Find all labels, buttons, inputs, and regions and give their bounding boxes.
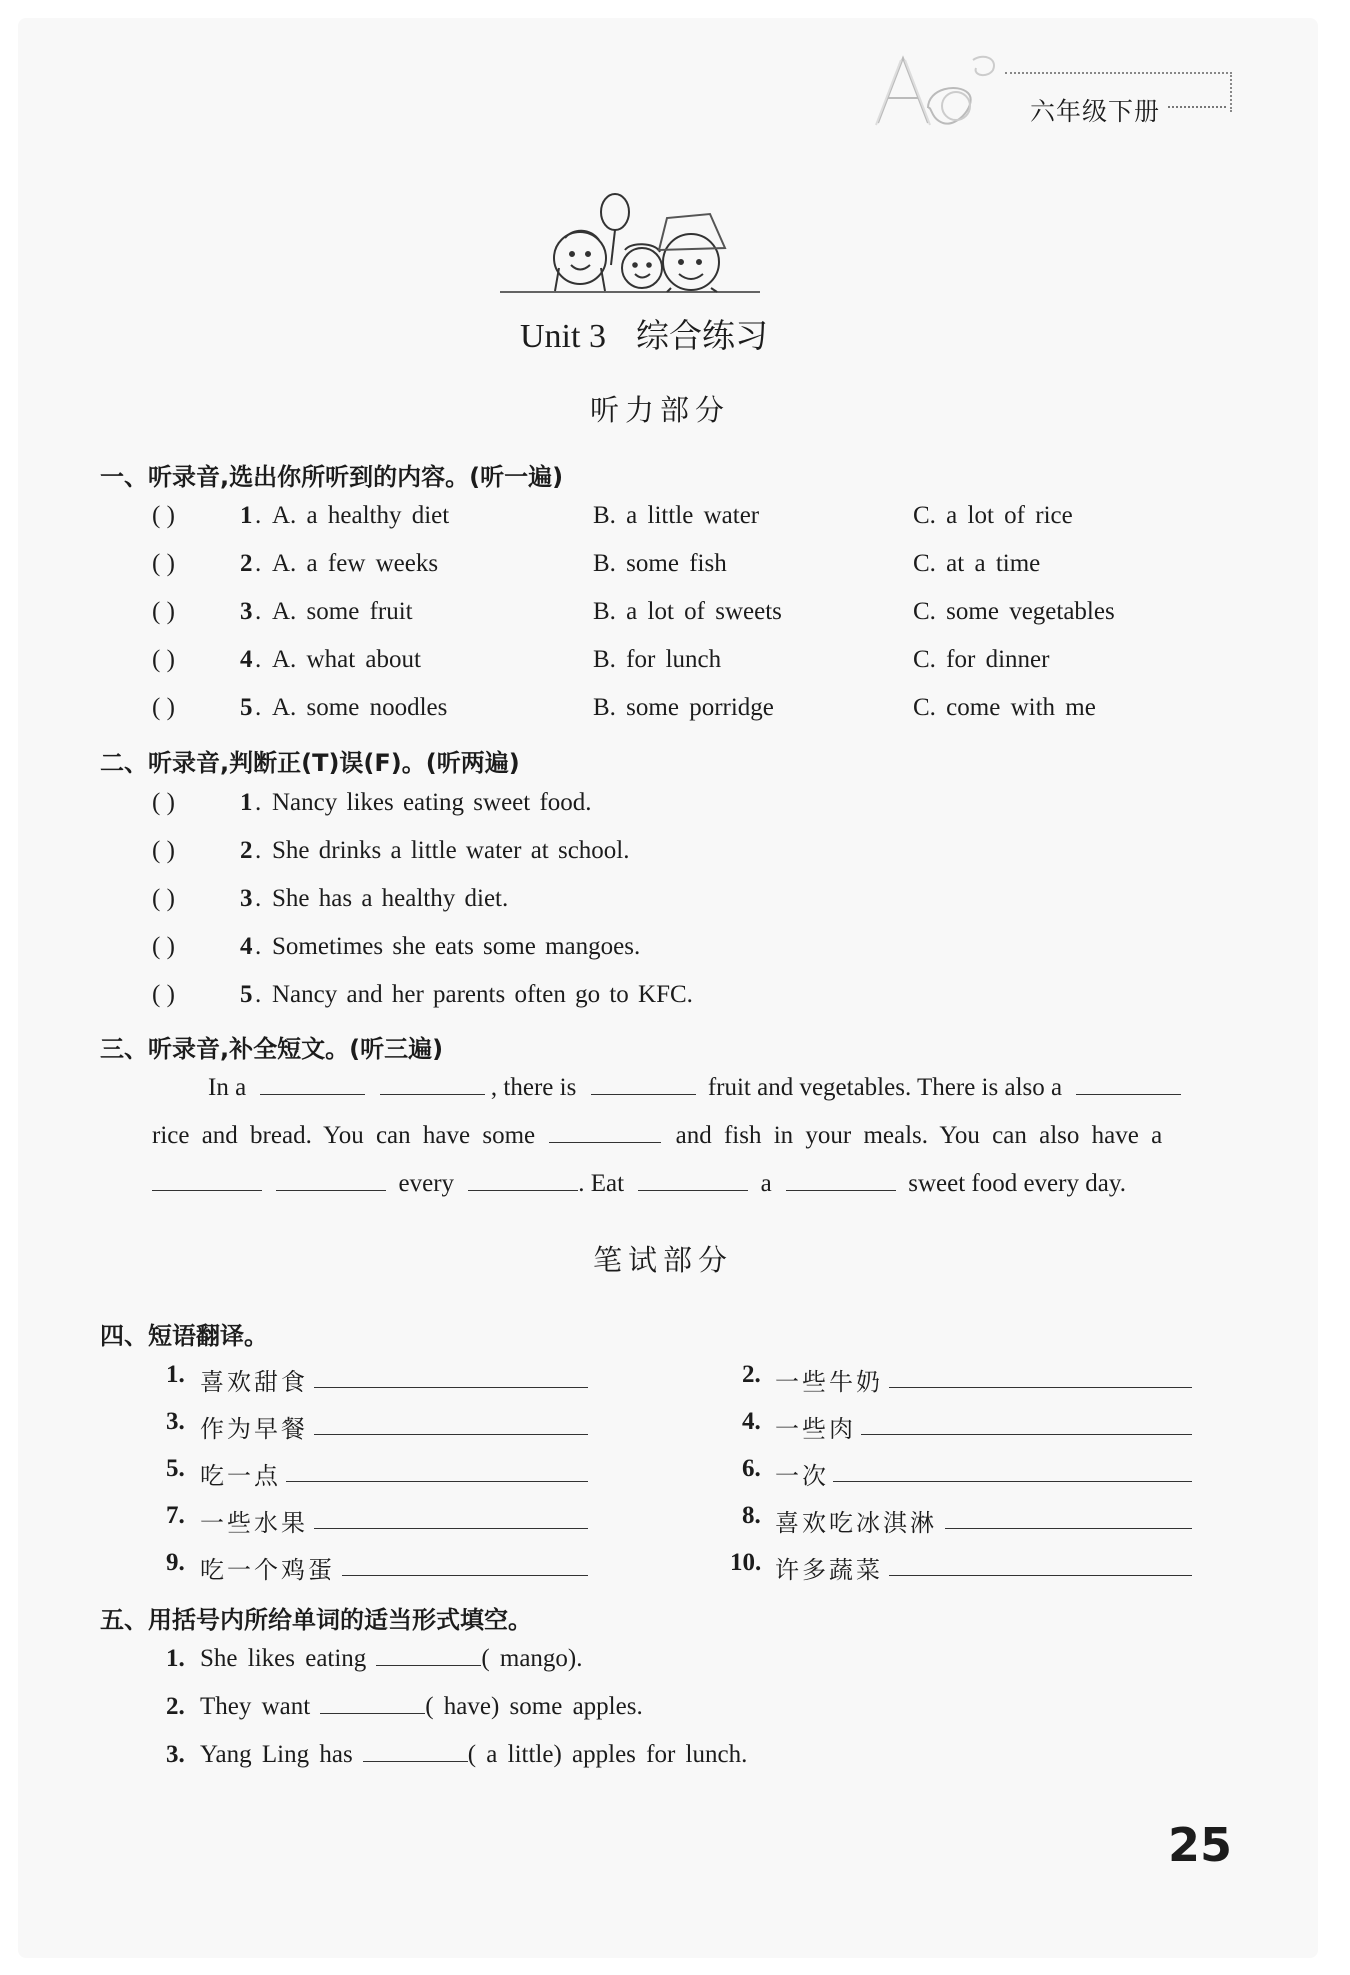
phrase-text: 一次: [775, 1462, 829, 1490]
question-dot: .: [255, 789, 262, 816]
question-number: 1: [240, 502, 253, 529]
part1-heading: 一、听录音,选出你所听到的内容。(听一遍): [100, 463, 564, 491]
option-c[interactable]: C. some vegetables: [913, 598, 1115, 625]
question-number: 4: [240, 933, 253, 960]
passage-line-3: [152, 1170, 1126, 1198]
sentence-end: ( have) some apples.: [425, 1693, 643, 1720]
passage-text: every: [398, 1170, 455, 1197]
translation-line[interactable]: [889, 1387, 1192, 1388]
item-number: 2.: [166, 1693, 185, 1720]
option-c[interactable]: C. for dinner: [913, 646, 1050, 673]
sentence-end: ( a little) apples for lunch.: [467, 1741, 748, 1768]
passage-text: fruit and vegetables. There is also a: [707, 1074, 1063, 1101]
page-number: 25: [1168, 1818, 1233, 1872]
listening-section-title: 听力部分: [590, 393, 731, 427]
translation-line[interactable]: [889, 1575, 1192, 1576]
blank[interactable]: [786, 1170, 896, 1191]
answer-paren[interactable]: ( ): [152, 550, 175, 577]
option-c[interactable]: C. a lot of rice: [913, 502, 1073, 529]
item-number: 1.: [166, 1645, 185, 1672]
question-number: 4: [240, 646, 253, 673]
written-section-title: 笔试部分: [593, 1243, 734, 1277]
option-a[interactable]: A. a few weeks: [272, 550, 439, 577]
part3-heading: 三、听录音,补全短文。(听三遍): [100, 1035, 444, 1063]
phrase-text: 作为早餐: [200, 1415, 308, 1443]
sentence-start: Yang Ling has: [200, 1741, 353, 1768]
blank[interactable]: [549, 1122, 661, 1143]
option-a[interactable]: A. what about: [272, 646, 421, 673]
question-number: 5: [240, 694, 253, 721]
item-number: 3.: [166, 1741, 185, 1768]
passage-line-2: [152, 1122, 1162, 1150]
question-dot: .: [255, 885, 262, 912]
passage-text: . Eat: [578, 1170, 625, 1197]
answer-paren[interactable]: ( ): [152, 694, 175, 721]
phrase-text: 吃一个鸡蛋: [200, 1556, 335, 1584]
statement: Sometimes she eats some mangoes.: [272, 933, 641, 960]
question-number: 1: [240, 789, 253, 816]
blank[interactable]: [320, 1693, 425, 1714]
passage-text: In a: [208, 1074, 247, 1101]
blank[interactable]: [152, 1170, 262, 1191]
blank[interactable]: [468, 1170, 578, 1191]
passage-text: sweet food every day.: [908, 1170, 1126, 1197]
part5-heading: 五、用括号内所给单词的适当形式填空。: [100, 1606, 532, 1634]
answer-paren[interactable]: ( ): [152, 837, 175, 864]
blank[interactable]: [363, 1741, 468, 1762]
unit-label: Unit 3: [520, 318, 606, 355]
unit-title: [520, 310, 768, 357]
translation-line[interactable]: [314, 1434, 588, 1435]
grade-dots: [1168, 106, 1226, 108]
option-a[interactable]: A. some noodles: [272, 694, 448, 721]
item-number: 6.: [742, 1455, 761, 1482]
answer-paren[interactable]: ( ): [152, 933, 175, 960]
translation-line[interactable]: [314, 1387, 588, 1388]
question-number: 3: [240, 598, 253, 625]
question-dot: .: [255, 502, 262, 529]
item-number: 8.: [742, 1502, 761, 1529]
blank[interactable]: [260, 1074, 365, 1095]
phrase-text: 喜欢吃冰淇淋: [775, 1509, 937, 1537]
question-dot: .: [255, 837, 262, 864]
option-a[interactable]: A. some fruit: [272, 598, 413, 625]
blank[interactable]: [380, 1074, 485, 1095]
blank[interactable]: [638, 1170, 748, 1191]
sentence: [200, 1741, 747, 1769]
option-b[interactable]: B. a little water: [593, 502, 760, 529]
item-number: 9.: [166, 1549, 185, 1576]
translation-line[interactable]: [861, 1434, 1192, 1435]
translation-line[interactable]: [945, 1528, 1192, 1529]
header-logo-icon: [868, 48, 1018, 133]
phrase-text: 喜欢甜食: [200, 1368, 308, 1396]
passage-line-1: [208, 1074, 1181, 1102]
children-illustration-icon: [495, 190, 765, 300]
blank[interactable]: [276, 1170, 386, 1191]
sentence-end: ( mango).: [481, 1645, 583, 1672]
statement: Nancy and her parents often go to KFC.: [272, 981, 693, 1008]
option-b[interactable]: B. some fish: [593, 550, 727, 577]
translation-line[interactable]: [342, 1575, 588, 1576]
item-number: 4.: [742, 1408, 761, 1435]
phrase-text: 一些肉: [775, 1415, 856, 1443]
option-c[interactable]: C. come with me: [913, 694, 1096, 721]
sentence: [200, 1693, 643, 1721]
item-number: 1.: [166, 1361, 185, 1388]
answer-paren[interactable]: ( ): [152, 981, 175, 1008]
translation-line[interactable]: [314, 1528, 588, 1529]
answer-paren[interactable]: ( ): [152, 502, 175, 529]
blank[interactable]: [1076, 1074, 1181, 1095]
sentence-start: They want: [200, 1693, 311, 1720]
passage-text: a: [760, 1170, 772, 1197]
sentence: [200, 1645, 583, 1673]
option-c[interactable]: C. at a time: [913, 550, 1041, 577]
question-number: 2: [240, 550, 253, 577]
item-number: 2.: [742, 1361, 761, 1388]
part4-heading: 四、短语翻译。: [100, 1322, 268, 1350]
answer-paren[interactable]: ( ): [152, 646, 175, 673]
passage-text: rice and bread. You can have some: [152, 1122, 536, 1149]
phrase-text: 一些水果: [200, 1509, 308, 1537]
unit-subtitle: 综合练习: [635, 316, 768, 355]
passage-text: and fish in your meals. You can also have a: [675, 1122, 1163, 1149]
answer-paren[interactable]: ( ): [152, 598, 175, 625]
phrase-text: 一些牛奶: [775, 1368, 883, 1396]
grade-label: 六年级下册: [1030, 97, 1161, 126]
part2-heading: 二、听录音,判断正(T)误(F)。(听两遍): [100, 749, 520, 777]
question-dot: .: [255, 981, 262, 1008]
phrase-text: 吃一点: [200, 1462, 281, 1490]
question-dot: .: [255, 550, 262, 577]
item-number: 3.: [166, 1408, 185, 1435]
option-b[interactable]: B. some porridge: [593, 694, 774, 721]
sentence-start: She likes eating: [200, 1645, 367, 1672]
blank[interactable]: [376, 1645, 481, 1666]
translation-line[interactable]: [286, 1481, 588, 1482]
translation-line[interactable]: [833, 1481, 1192, 1482]
question-number: 3: [240, 885, 253, 912]
item-number: 7.: [166, 1502, 185, 1529]
question-number: 5: [240, 981, 253, 1008]
phrase-text: 许多蔬菜: [775, 1556, 883, 1584]
blank[interactable]: [591, 1074, 696, 1095]
statement: She has a healthy diet.: [272, 885, 509, 912]
answer-paren[interactable]: ( ): [152, 885, 175, 912]
statement: Nancy likes eating sweet food.: [272, 789, 592, 816]
question-dot: .: [255, 646, 262, 673]
statement: She drinks a little water at school.: [272, 837, 630, 864]
option-b[interactable]: B. for lunch: [593, 646, 722, 673]
option-b[interactable]: B. a lot of sweets: [593, 598, 782, 625]
question-number: 2: [240, 837, 253, 864]
item-number: 10.: [730, 1549, 762, 1576]
answer-paren[interactable]: ( ): [152, 789, 175, 816]
question-dot: .: [255, 694, 262, 721]
item-number: 5.: [166, 1455, 185, 1482]
question-dot: .: [255, 933, 262, 960]
passage-text: , there is: [490, 1074, 577, 1101]
option-a[interactable]: A. a healthy diet: [272, 502, 450, 529]
question-dot: .: [255, 598, 262, 625]
